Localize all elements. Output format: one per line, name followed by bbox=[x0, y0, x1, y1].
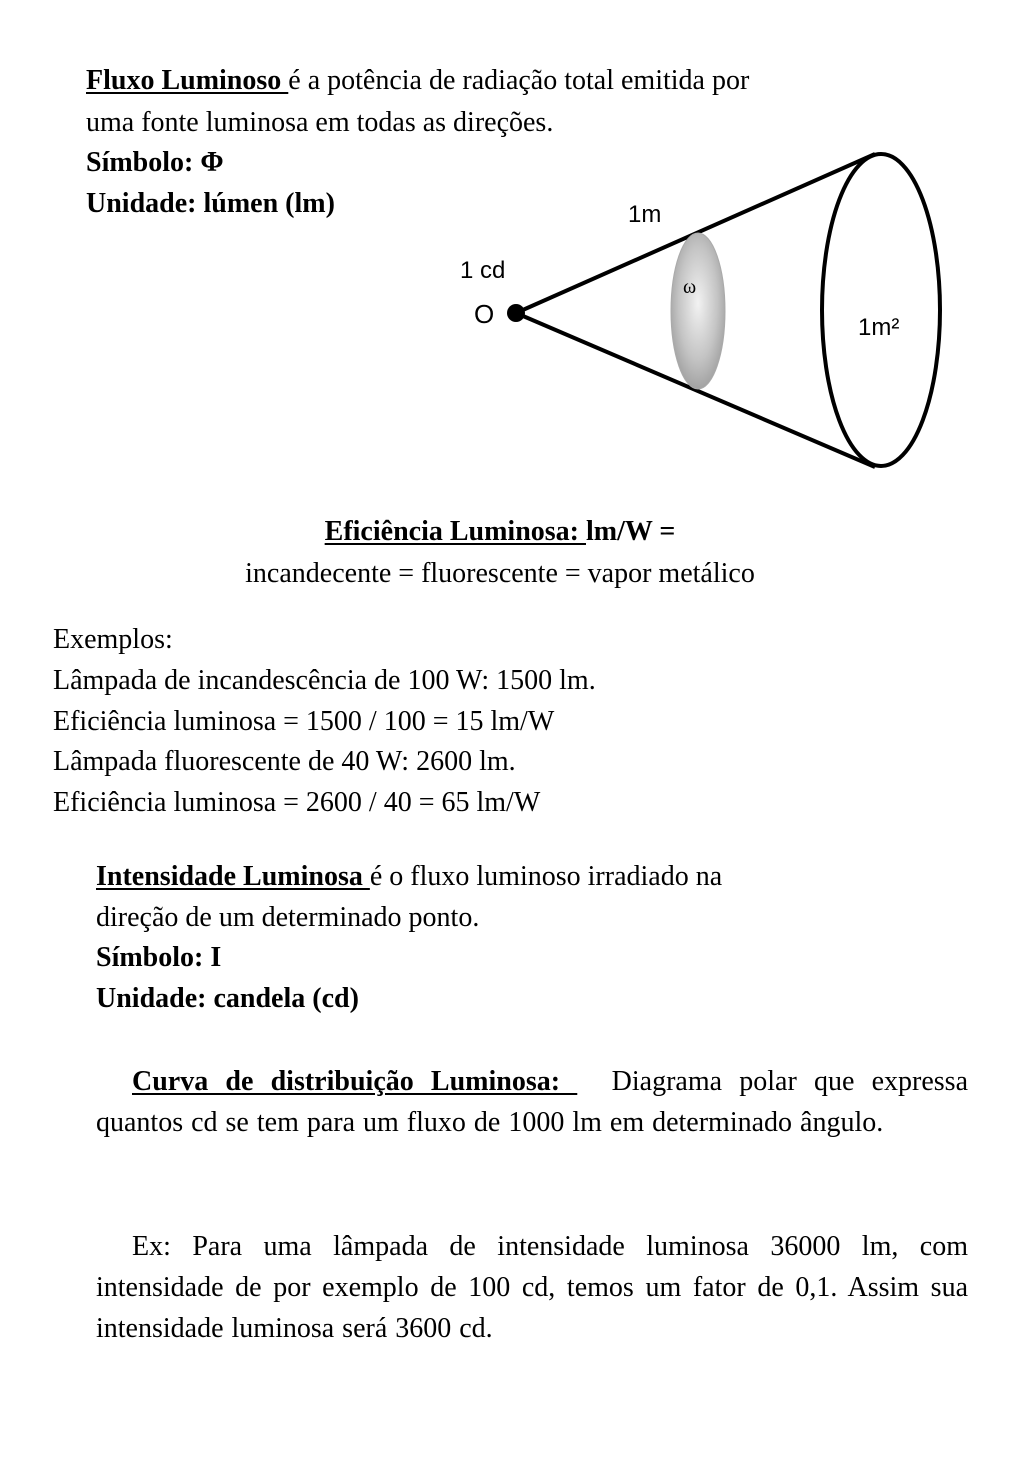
exemplo-line-2: Eficiência luminosa = 1500 / 100 = 15 lm/W bbox=[53, 706, 555, 737]
intensity-label: 1 cd bbox=[460, 257, 506, 284]
light-source-point bbox=[507, 304, 525, 322]
exemplo-final-paragraph bbox=[96, 1226, 968, 1349]
eficiencia-unit: lm/W = bbox=[586, 516, 676, 547]
fluxo-def-1: é a potência de radiação total emitida por bbox=[288, 65, 750, 96]
exemplos-heading: Exemplos: bbox=[53, 624, 173, 655]
distance-label: 1m bbox=[628, 201, 662, 228]
intensidade-def-1: é o fluxo luminoso irradiado na bbox=[369, 861, 723, 892]
curva-text: Diagrama polar que expressa quantos cd se tem para um fluxo de 1000 lm em determinado ângulo. bbox=[96, 1066, 969, 1138]
intensidade-symbol: Símbolo: I bbox=[96, 942, 222, 973]
exemplo-line-3: Lâmpada fluorescente de 40 W: 2600 lm. bbox=[53, 746, 516, 777]
curva-term: Curva de distribuição Luminosa: bbox=[132, 1066, 578, 1097]
origin-label: O bbox=[474, 299, 495, 329]
cone-base-ellipse bbox=[822, 154, 940, 466]
solid-angle-cone-diagram bbox=[440, 140, 960, 485]
exemplo-line-1: Lâmpada de incandescência de 100 W: 1500 lm. bbox=[53, 665, 596, 696]
area-label: 1m² bbox=[858, 314, 900, 341]
intensidade-unit: Unidade: candela (cd) bbox=[96, 983, 359, 1014]
eficiencia-term: Eficiência Luminosa: bbox=[324, 516, 586, 547]
eficiencia-heading bbox=[0, 515, 1000, 549]
exemplo-final-text: Ex: Para uma lâmpada de intensidade luminosa 36000 lm, com intensidade de por exemplo de 100 cd, temos um fator de 0,1. Assim sua intensidade luminosa será 3600 cd. bbox=[96, 1231, 968, 1344]
eficiencia-types: incandecente = fluorescente = vapor metálico bbox=[245, 558, 755, 589]
intensidade-definition-line-1 bbox=[96, 860, 722, 894]
fluxo-def-2: uma fonte luminosa em todas as direções. bbox=[86, 107, 554, 138]
fluxo-term: Fluxo Luminoso bbox=[86, 65, 289, 96]
solid-angle-label: ω bbox=[683, 276, 697, 298]
fluxo-unit: Unidade: lúmen (lm) bbox=[86, 188, 335, 219]
intensidade-term: Intensidade Luminosa bbox=[96, 861, 370, 892]
fluxo-definition-line-1 bbox=[86, 64, 749, 98]
exemplo-line-4: Eficiência luminosa = 2600 / 40 = 65 lm/W bbox=[53, 787, 541, 818]
solid-angle-ellipse bbox=[671, 233, 725, 389]
curva-paragraph bbox=[96, 1061, 968, 1143]
fluxo-symbol: Símbolo: Φ bbox=[86, 147, 224, 178]
intensidade-def-2: direção de um determinado ponto. bbox=[96, 902, 480, 933]
